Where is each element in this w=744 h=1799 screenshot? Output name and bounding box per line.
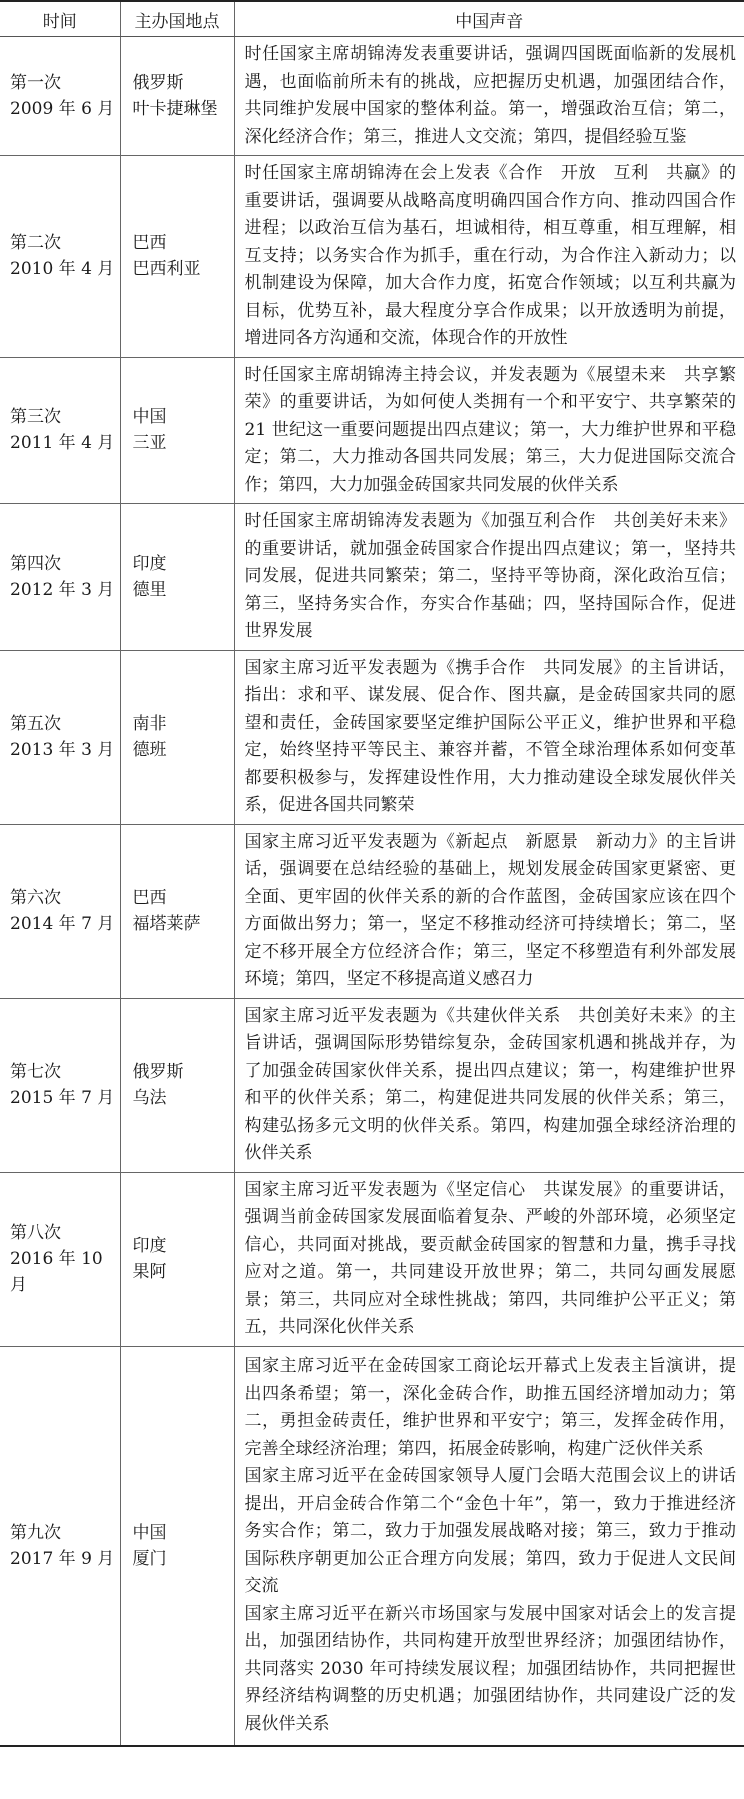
header-time: 时间: [0, 1, 120, 37]
voice-cell: [234, 998, 744, 1172]
time-cell: [0, 824, 120, 998]
ordinal: 第六次: [10, 888, 61, 908]
date: 2009 年 6 月: [10, 99, 115, 119]
time-cell: [0, 504, 120, 651]
country: 印度: [132, 553, 167, 574]
host-cell: [120, 357, 234, 504]
date: 2012 年 3 月: [10, 579, 115, 600]
country: 南非: [132, 714, 167, 734]
voice-text: 时任国家主席胡锦涛发表题为《加强互利合作 共创美好未来》的重要讲话，就加强金砖国家合作提出四点建议；第一，坚持共同发展，促进共同繁荣；第二，坚持平等协商，深化政治互信；第三，坚持务实合作，夯实合作基础；四，坚持国际合作，促进世界发展: [244, 511, 736, 641]
table-row: [0, 504, 744, 651]
date: 2013 年 3 月: [10, 740, 115, 760]
voice-cell: [234, 1346, 744, 1746]
voice-cell: [234, 650, 744, 824]
table-row: [0, 650, 744, 824]
ordinal: 第七次: [10, 1062, 61, 1082]
host-cell: [120, 650, 234, 824]
table-row: [0, 156, 744, 358]
city: 三亚: [132, 433, 167, 454]
ordinal: 第一次: [10, 73, 61, 93]
table-row: [0, 998, 744, 1172]
host-cell: [120, 37, 234, 156]
country: 中国: [132, 1522, 167, 1543]
host-cell: [120, 1346, 234, 1746]
country: 俄罗斯: [132, 73, 184, 93]
city: 厦门: [132, 1548, 167, 1569]
table-row: [0, 1346, 744, 1746]
city: 德里: [132, 579, 167, 600]
voice-text-business-forum: 国家主席习近平在金砖国家工商论坛开幕式上发表主旨演讲，提出四条希望；第一，深化金砖合作，助推五国经济增加动力；第二，勇担金砖责任，维护世界和平安宁；第三，发挥金砖作用，完善全球经济治理；第四，拓展金砖影响，构建广泛伙伴关系: [244, 1356, 736, 1459]
ordinal: 第八次: [10, 1223, 61, 1243]
time-cell: [0, 1172, 120, 1346]
voice-text-leaders-meeting: 国家主席习近平在金砖国家领导人厦门会晤大范围会议上的讲话提出，开启金砖合作第二个“金色十年”，第一，致力于推进经济务实合作；第二，致力于加强发展战略对接；第三，致力于推动国际秩序朝更加公正合理方向发展；第四，致力于促进人文民间交流: [244, 1466, 736, 1597]
voice-text: 时任国家主席胡锦涛在会上发表《合作 开放 互利 共赢》的重要讲话，强调要从战略高度明确四国合作方向、推动四国合作进程；以政治互信为基石，坦诚相待，相互尊重，相互理解，相互支持；以务实合作为抓手，重在行动，为合作注入新动力；以机制建设为保障，加大合作力度，拓宽合作领域；以互利共赢为目标，优势互补，最大程度分享合作成果；以开放透明为前提，增进同各方沟通和交流，体现合作的开放性: [244, 163, 736, 348]
date: 2010 年 4 月: [10, 259, 115, 280]
city: 乌法: [132, 1088, 167, 1108]
voice-cell: [234, 37, 744, 156]
voice-text: 国家主席习近平发表题为《坚定信心 共谋发展》的重要讲话，强调当前金砖国家发展面临着复杂、严峻的外部环境，必须坚定信心，共同面对挑战，要贡献金砖国家的智慧和力量，携手寻找应对之道。第一，共同建设开放世界；第二，共同勾画发展愿景；第三，共同应对全球性挑战；第四，共同维护公平正义；第五，共同深化伙伴关系: [244, 1179, 736, 1337]
date: 2015 年 7 月: [10, 1088, 115, 1108]
time-cell: [0, 357, 120, 504]
voice-cell: [234, 156, 744, 358]
city: 德班: [132, 740, 167, 760]
voice-text: 国家主席习近平发表题为《携手合作 共同发展》的主旨讲话，指出：求和平、谋发展、促合作、图共赢，是金砖国家共同的愿望和责任，金砖国家要坚定维护国际公平正义，维护世界和平稳定，始终坚持平等民主、兼容并蓄，不管全球治理体系如何变革都要积极参与，发挥建设性作用，大力推动建设全球发展伙伴关系，促进各国共同繁荣: [244, 657, 736, 815]
time-cell: [0, 37, 120, 156]
host-cell: [120, 1172, 234, 1346]
ordinal: 第五次: [10, 714, 61, 734]
voice-text: 时任国家主席胡锦涛主持会议，并发表题为《展望未来 共享繁荣》的重要讲话，为如何使人类拥有一个和平安宁、共享繁荣的 21 世纪这一重要问题提出四点建议；第一，大力维护世界和平稳定；第二，大力推动各国共同发展；第三，大力促进国际交流合作；第四，大力加强金砖国家共同发展的伙伴关系: [244, 364, 736, 495]
ordinal: 第三次: [10, 407, 61, 428]
time-cell: [0, 998, 120, 1172]
voice-text-dialogue: 国家主席习近平在新兴市场国家与发展中国家对话会上的发言提出，加强团结协作，共同构建开放型世界经济；加强团结协作，共同落实 2030 年可持续发展议程；加强团结协作，共同把握世界经济结构调整的历史机遇；加强团结协作，共同建设广泛的发展伙伴关系: [244, 1603, 736, 1734]
country: 巴西: [132, 233, 167, 254]
host-cell: [120, 504, 234, 651]
voice-cell: [234, 824, 744, 998]
voice-cell: [234, 357, 744, 504]
header-host: 主办国地点: [120, 1, 234, 37]
date: 2011 年 4 月: [10, 433, 115, 454]
host-cell: [120, 156, 234, 358]
voice-text: 国家主席习近平发表题为《共建伙伴关系 共创美好未来》的主旨讲话，强调国际形势错综复杂，金砖国家机遇和挑战并存，为了加强金砖国家伙伴关系，提出四点建议；第一，构建维护世界和平的伙伴关系；第二，构建促进共同发展的伙伴关系；第三，构建弘扬多元文明的伙伴关系。第四，构建加强全球经济治理的伙伴关系: [244, 1005, 736, 1163]
host-cell: [120, 998, 234, 1172]
voice-cell: [234, 1172, 744, 1346]
table-row: [0, 37, 744, 156]
ordinal: 第四次: [10, 553, 61, 574]
ordinal: 第二次: [10, 233, 61, 254]
voice-text: 时任国家主席胡锦涛发表重要讲话，强调四国既面临新的发展机遇，也面临前所未有的挑战，应把握历史机遇，加强团结合作，共同维护发展中国家的整体利益。第一，增强政治互信；第二，深化经济合作；第三，推进人文交流；第四，提倡经验互鉴: [244, 44, 736, 147]
voice-text: 国家主席习近平发表题为《新起点 新愿景 新动力》的主旨讲话，强调要在总结经验的基础上，规划发展金砖国家更紧密、更全面、更牢固的伙伴关系的新的合作蓝图，金砖国家应该在四个方面做出努力；第一，坚定不移推动经济可持续增长；第二，坚定不移开展全方位经济合作；第三，坚定不移塑造有利外部发展环境；第四，坚定不移提高道义感召力: [244, 831, 736, 989]
city: 福塔莱萨: [132, 914, 201, 934]
country: 巴西: [132, 888, 167, 908]
city: 果阿: [132, 1262, 167, 1282]
header-voice: 中国声音: [234, 1, 744, 37]
country: 俄罗斯: [132, 1062, 184, 1082]
table-row: [0, 1172, 744, 1346]
table-row: [0, 357, 744, 504]
date: 2016 年 10 月: [10, 1249, 103, 1295]
date: 2014 年 7 月: [10, 914, 115, 934]
city: 叶卡捷琳堡: [132, 99, 218, 119]
date: 2017 年 9 月: [10, 1548, 115, 1569]
time-cell: [0, 156, 120, 358]
time-cell: [0, 1346, 120, 1746]
voice-cell: [234, 504, 744, 651]
country: 中国: [132, 407, 167, 428]
country: 印度: [132, 1236, 167, 1256]
ordinal: 第九次: [10, 1522, 61, 1543]
header-row: [0, 1, 744, 37]
host-cell: [120, 824, 234, 998]
table-row: [0, 824, 744, 998]
time-cell: [0, 650, 120, 824]
city: 巴西利亚: [132, 259, 201, 280]
